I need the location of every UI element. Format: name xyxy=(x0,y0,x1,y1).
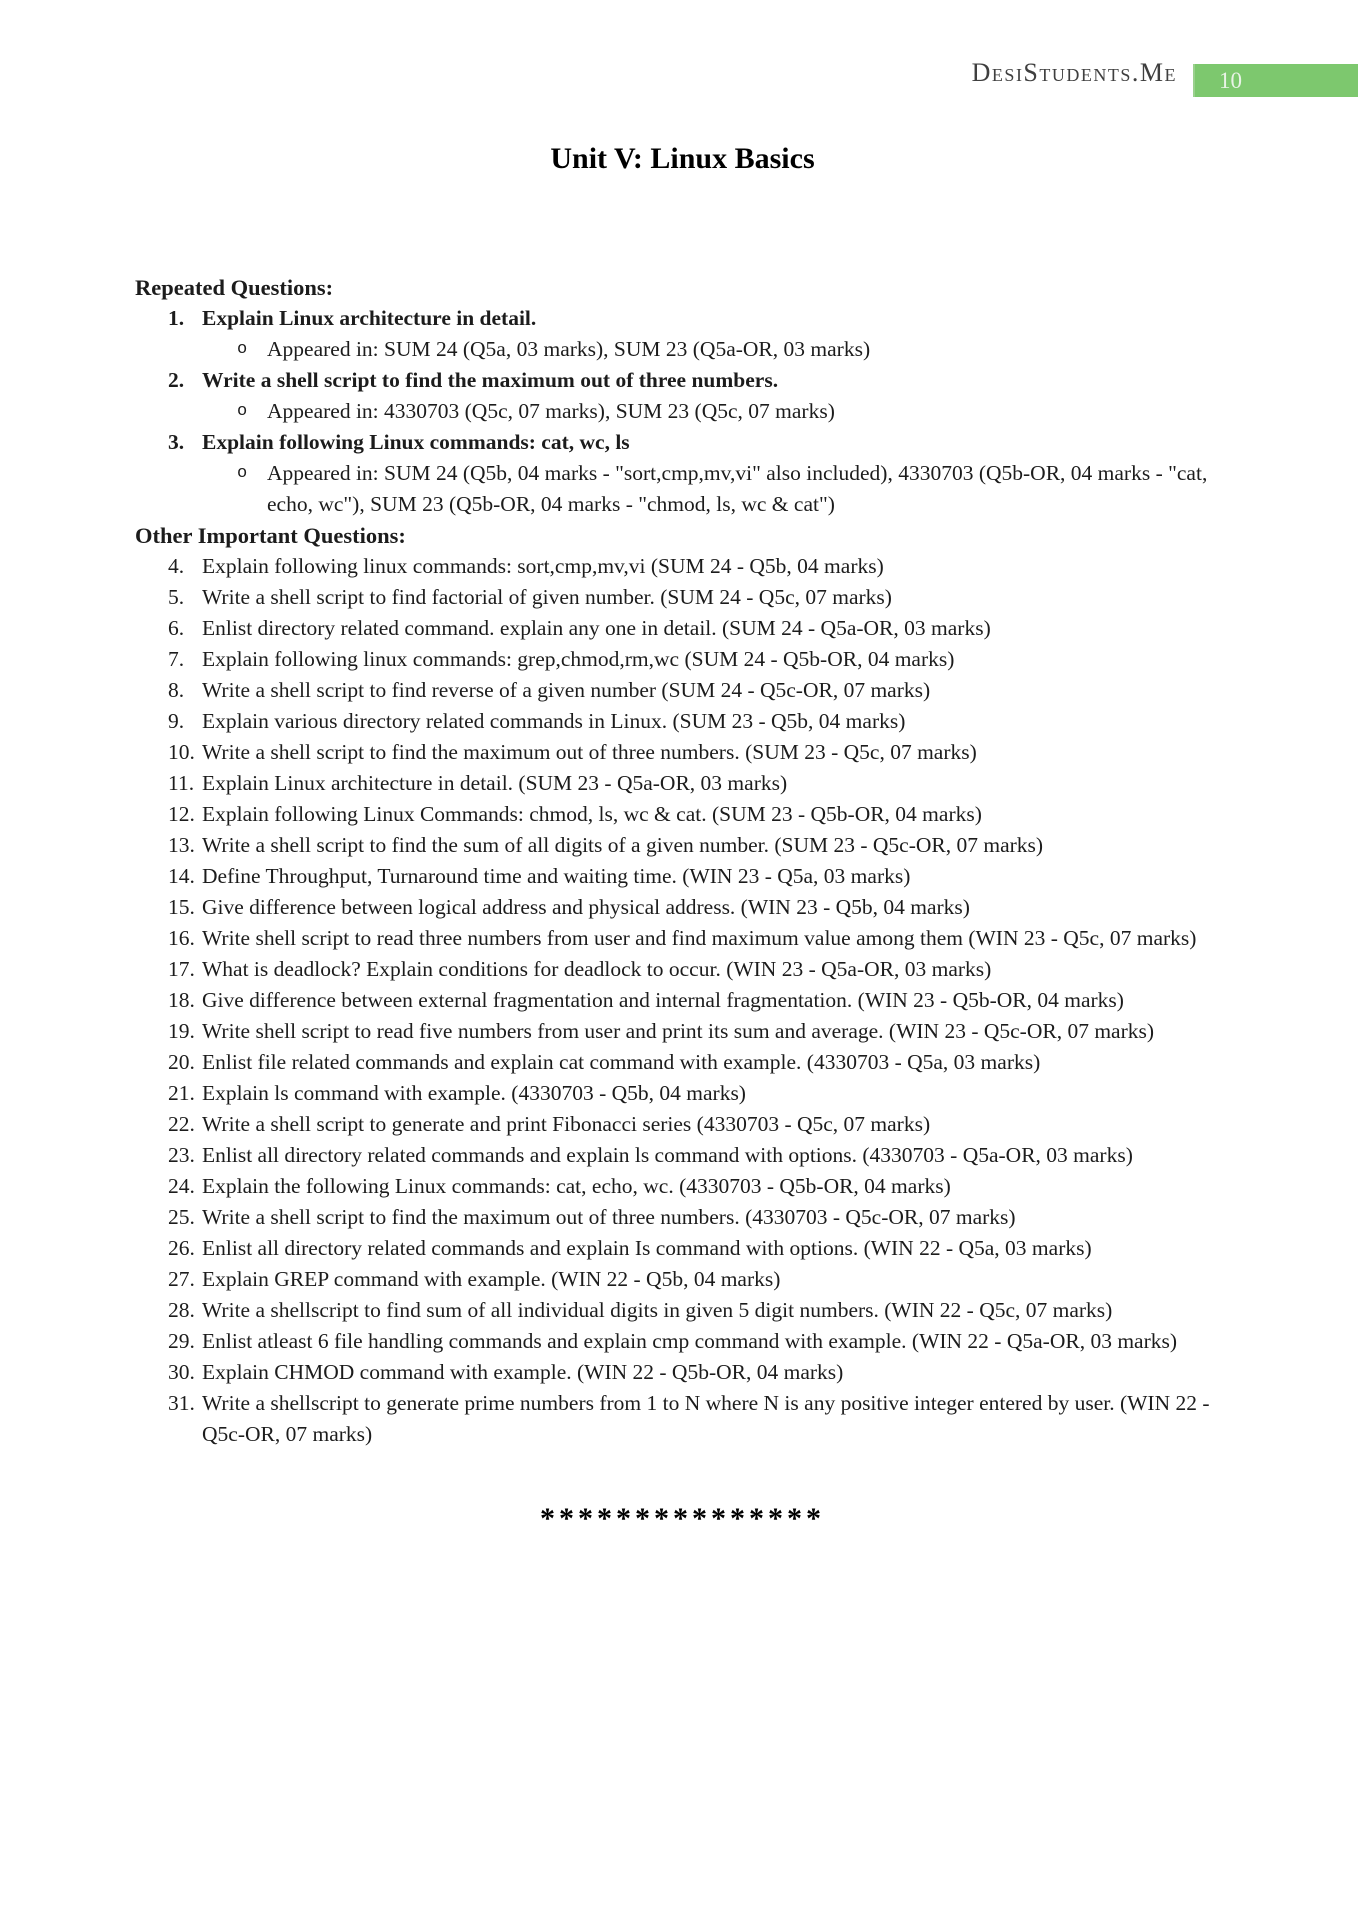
question-item xyxy=(135,613,1230,644)
question-text: Explain following linux commands: grep,chmod,rm,wc (SUM 24 - Q5b-OR, 04 marks) xyxy=(202,647,955,671)
question-item xyxy=(135,365,1230,396)
question-text: Explain various directory related commands in Linux. (SUM 23 - Q5b, 04 marks) xyxy=(202,709,906,733)
question-number: 31. xyxy=(168,1391,195,1415)
question-number: 28. xyxy=(168,1298,195,1322)
question-item xyxy=(135,675,1230,706)
question-number: 15. xyxy=(168,895,195,919)
question-text: Write a shell script to find the maximum out of three numbers. (4330703 - Q5c-OR, 07 marks) xyxy=(202,1205,1016,1229)
question-text: Write shell script to read three numbers from user and find maximum value among them (WIN 23 - Q5c, 07 marks) xyxy=(202,926,1197,950)
appeared-in-row xyxy=(237,396,1230,427)
page-number-badge xyxy=(1193,64,1358,97)
question-text: Enlist all directory related commands and explain ls command with options. (4330703 - Q5a-OR, 03 marks) xyxy=(202,1143,1133,1167)
question-text: Define Throughput, Turnaround time and waiting time. (WIN 23 - Q5a, 03 marks) xyxy=(202,864,911,888)
question-text: Write a shell script to generate and print Fibonacci series (4330703 - Q5c, 07 marks) xyxy=(202,1112,931,1136)
question-item xyxy=(135,706,1230,737)
question-text: Write a shell script to find reverse of a given number (SUM 24 - Q5c-OR, 07 marks) xyxy=(202,678,931,702)
question-number: 17. xyxy=(168,957,195,981)
question-number: 3. xyxy=(168,430,185,454)
question-number: 13. xyxy=(168,833,195,857)
question-text: Write shell script to read five numbers from user and print its sum and average. (WIN 23 - Q5c-OR, 07 marks) xyxy=(202,1019,1155,1043)
question-number: 5. xyxy=(168,585,185,609)
question-item xyxy=(135,1264,1230,1295)
question-item xyxy=(135,830,1230,861)
question-number: 20. xyxy=(168,1050,195,1074)
question-text: Explain CHMOD command with example. (WIN 22 - Q5b-OR, 04 marks) xyxy=(202,1360,844,1384)
question-text: Enlist directory related command. explain any one in detail. (SUM 24 - Q5a-OR, 03 marks) xyxy=(202,616,991,640)
question-text: Explain the following Linux commands: cat, echo, wc. (4330703 - Q5b-OR, 04 marks) xyxy=(202,1174,951,1198)
page-title: Unit V: Linux Basics xyxy=(550,142,815,175)
question-list xyxy=(135,303,1230,520)
question-item xyxy=(135,861,1230,892)
question-item xyxy=(135,1171,1230,1202)
question-item xyxy=(135,768,1230,799)
question-text: Explain Linux architecture in detail. xyxy=(202,306,537,330)
page-number: 10 xyxy=(1219,68,1242,93)
question-item xyxy=(135,303,1230,334)
question-number: 22. xyxy=(168,1112,195,1136)
question-text: Enlist atleast 6 file handling commands and explain cmp command with example. (WIN 22 - Q5a-OR, 03 marks) xyxy=(202,1329,1178,1353)
question-item xyxy=(135,1295,1230,1326)
question-list xyxy=(135,551,1230,1450)
question-item xyxy=(135,551,1230,582)
question-number: 21. xyxy=(168,1081,195,1105)
sections xyxy=(135,272,1230,1450)
question-item xyxy=(135,923,1230,954)
page-header xyxy=(0,0,1358,100)
question-number: 27. xyxy=(168,1267,195,1291)
question-number: 1. xyxy=(168,306,185,330)
question-item xyxy=(135,737,1230,768)
question-item xyxy=(135,954,1230,985)
question-number: 23. xyxy=(168,1143,195,1167)
question-number: 14. xyxy=(168,864,195,888)
question-item xyxy=(135,582,1230,613)
question-item xyxy=(135,1047,1230,1078)
question-text: Explain following linux commands: sort,cmp,mv,vi (SUM 24 - Q5b, 04 marks) xyxy=(202,554,884,578)
question-item xyxy=(135,1202,1230,1233)
question-number: 8. xyxy=(168,678,185,702)
question-number: 7. xyxy=(168,647,185,671)
question-text: Explain following Linux Commands: chmod, ls, wc & cat. (SUM 23 - Q5b-OR, 04 marks) xyxy=(202,802,982,826)
question-item xyxy=(135,1016,1230,1047)
question-text: Give difference between external fragmentation and internal fragmentation. (WIN 23 - Q5b-OR, 04 marks) xyxy=(202,988,1124,1012)
question-item xyxy=(135,1078,1230,1109)
question-number: 9. xyxy=(168,709,185,733)
question-number: 30. xyxy=(168,1360,195,1384)
section-heading: Repeated Questions: xyxy=(135,275,334,300)
question-item xyxy=(135,644,1230,675)
question-text: Explain ls command with example. (4330703 - Q5b, 04 marks) xyxy=(202,1081,746,1105)
question-item xyxy=(135,427,1230,458)
question-number: 6. xyxy=(168,616,185,640)
question-item xyxy=(135,799,1230,830)
question-text: Explain following Linux commands: cat, wc, ls xyxy=(202,430,630,454)
question-text: Write a shell script to find the maximum out of three numbers. (SUM 23 - Q5c, 07 marks) xyxy=(202,740,977,764)
appeared-in-row xyxy=(237,334,1230,365)
question-item xyxy=(135,1109,1230,1140)
question-number: 25. xyxy=(168,1205,195,1229)
question-number: 10. xyxy=(168,740,195,764)
sub-bullet-icon: o xyxy=(237,340,248,359)
question-text: Write a shell script to find factorial of given number. (SUM 24 - Q5c, 07 marks) xyxy=(202,585,892,609)
question-item xyxy=(135,1233,1230,1264)
question-number: 29. xyxy=(168,1329,195,1353)
appeared-in-text: Appeared in: 4330703 (Q5c, 07 marks), SUM 23 (Q5c, 07 marks) xyxy=(267,399,835,423)
question-number: 26. xyxy=(168,1236,195,1260)
question-text: Enlist all directory related commands and explain Is command with options. (WIN 22 - Q5a, 03 marks) xyxy=(202,1236,1092,1260)
sub-bullet-icon: o xyxy=(237,402,248,421)
question-item xyxy=(135,1326,1230,1357)
question-text: Write a shellscript to generate prime numbers from 1 to N where N is any positive integer entered by user. (WIN 22 - Q5c-OR, 07 marks) xyxy=(202,1391,1210,1446)
question-number: 12. xyxy=(168,802,195,826)
question-text: Explain GREP command with example. (WIN 22 - Q5b, 04 marks) xyxy=(202,1267,781,1291)
question-text: Write a shell script to find the maximum out of three numbers. xyxy=(202,368,779,392)
question-text: Write a shell script to find the sum of all digits of a given number. (SUM 23 - Q5c-OR, 07 marks) xyxy=(202,833,1044,857)
question-text: Write a shellscript to find sum of all individual digits in given 5 digit numbers. (WIN 22 - Q5c, 07 marks) xyxy=(202,1298,1113,1322)
question-item xyxy=(135,1388,1230,1450)
appeared-in-row xyxy=(237,458,1230,520)
question-number: 24. xyxy=(168,1174,195,1198)
sub-bullet-icon: o xyxy=(237,464,248,483)
question-item xyxy=(135,1140,1230,1171)
question-text: Explain Linux architecture in detail. (SUM 23 - Q5a-OR, 03 marks) xyxy=(202,771,788,795)
footer-stars: *************** xyxy=(540,1502,825,1535)
appeared-in-text: Appeared in: SUM 24 (Q5b, 04 marks - "sort,cmp,mv,vi" also included), 4330703 (Q5b-OR, 04 marks - "cat, echo, wc"), SUM 23 (Q5b-OR, 04 marks - "chmod, ls, wc & cat") xyxy=(267,461,1208,516)
section-heading: Other Important Questions: xyxy=(135,523,406,548)
question-number: 16. xyxy=(168,926,195,950)
question-text: Enlist file related commands and explain cat command with example. (4330703 - Q5a, 03 marks) xyxy=(202,1050,1041,1074)
question-text: Give difference between logical address and physical address. (WIN 23 - Q5b, 04 marks) xyxy=(202,895,970,919)
question-number: 2. xyxy=(168,368,185,392)
document-content xyxy=(0,142,1358,1536)
question-item xyxy=(135,892,1230,923)
appeared-in-text: Appeared in: SUM 24 (Q5a, 03 marks), SUM 23 (Q5a-OR, 03 marks) xyxy=(267,337,871,361)
site-name: DesiStudents.Me xyxy=(971,58,1177,87)
question-number: 19. xyxy=(168,1019,195,1043)
question-item xyxy=(135,985,1230,1016)
question-number: 18. xyxy=(168,988,195,1012)
question-number: 4. xyxy=(168,554,185,578)
question-text: What is deadlock? Explain conditions for deadlock to occur. (WIN 23 - Q5a-OR, 03 marks) xyxy=(202,957,992,981)
question-item xyxy=(135,1357,1230,1388)
question-number: 11. xyxy=(168,771,195,795)
